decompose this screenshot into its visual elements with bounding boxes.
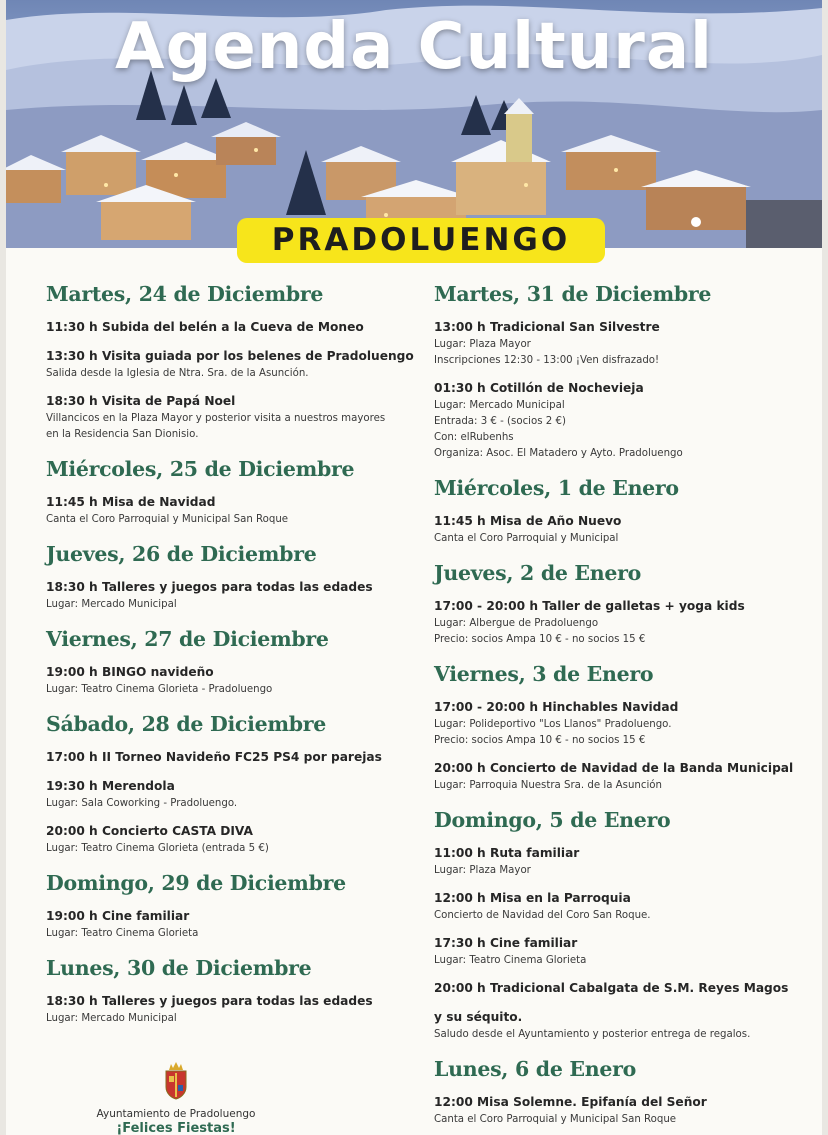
event-detail: Salida desde la Iglesia de Ntra. Sra. de la Asunción.	[46, 368, 309, 379]
event-detail: Canta el Coro Parroquial y Municipal	[434, 533, 619, 544]
footer-wish: ¡Felices Fiestas!	[116, 1121, 236, 1135]
day-heading: Lunes, 6 de Enero	[434, 1057, 636, 1081]
event-item	[46, 347, 416, 382]
event-item	[434, 512, 814, 547]
day-section	[46, 457, 416, 528]
event-title: 19:30 h Merendola	[46, 779, 175, 793]
event-detail: Lugar: Mercado Municipal	[46, 599, 177, 610]
day-section	[434, 808, 814, 1043]
event-item	[46, 392, 416, 443]
event-detail: Con: elRubenhs	[434, 432, 514, 443]
day-heading: Jueves, 26 de Diciembre	[46, 542, 317, 566]
day-section	[434, 561, 814, 648]
event-item	[434, 759, 814, 794]
day-heading: Viernes, 3 de Enero	[434, 662, 654, 686]
event-item	[434, 979, 814, 998]
event-title: 17:00 - 20:00 h Hinchables Navidad	[434, 700, 679, 714]
snowy-town-photo	[6, 0, 822, 248]
event-detail: Lugar: Plaza Mayor	[434, 339, 531, 350]
event-title: 17:30 h Cine familiar	[434, 936, 578, 950]
day-heading: Miércoles, 1 de Enero	[434, 476, 679, 500]
day-section	[46, 282, 416, 443]
event-title: 20:00 h Concierto CASTA DIVA	[46, 824, 253, 838]
event-title: 19:00 h Cine familiar	[46, 909, 190, 923]
event-detail: Lugar: Teatro Cinema Glorieta	[46, 928, 199, 939]
day-section	[46, 956, 416, 1027]
event-title: 12:00 Misa Solemne. Epifanía del Señor	[434, 1095, 707, 1109]
day-heading: Domingo, 29 de Diciembre	[46, 871, 346, 895]
day-section	[46, 712, 416, 857]
event-detail: Villancicos en la Plaza Mayor y posterior visita a nuestros mayores	[46, 413, 386, 424]
footer	[86, 1060, 266, 1135]
event-detail: Precio: socios Ampa 10 € - no socios 15 €	[434, 735, 646, 746]
footer-organization: Ayuntamiento de Pradoluengo	[96, 1108, 256, 1120]
event-item	[46, 907, 416, 942]
day-section	[46, 542, 416, 613]
event-detail: Lugar: Mercado Municipal	[434, 400, 565, 411]
right-column	[434, 282, 814, 1135]
event-item	[434, 1093, 814, 1128]
event-detail: Lugar: Teatro Cinema Glorieta	[434, 955, 587, 966]
event-detail: Canta el Coro Parroquial y Municipal San Roque	[46, 514, 289, 525]
left-column	[46, 282, 416, 1041]
event-title: 11:45 h Misa de Navidad	[46, 495, 216, 509]
day-section	[434, 1057, 814, 1128]
event-item	[46, 777, 416, 812]
event-item	[46, 578, 416, 613]
event-detail: Organiza: Asoc. El Matadero y Ayto. Pradoluengo	[434, 448, 683, 459]
event-item	[46, 493, 416, 528]
event-detail: Precio: socios Ampa 10 € - no socios 15 €	[434, 634, 646, 645]
day-section	[46, 871, 416, 942]
event-detail: Lugar: Polideportivo "Los Llanos" Pradoluengo.	[434, 719, 672, 730]
event-item	[46, 663, 416, 698]
poster	[6, 0, 822, 1135]
event-item	[46, 992, 416, 1027]
event-item	[434, 597, 814, 648]
coat-of-arms-icon	[163, 1060, 189, 1100]
event-title: y su séquito.	[434, 1010, 523, 1024]
day-heading: Jueves, 2 de Enero	[434, 561, 641, 585]
event-item	[434, 934, 814, 969]
event-detail: Lugar: Parroquia Nuestra Sra. de la Asunción	[434, 780, 662, 791]
event-detail: Lugar: Albergue de Pradoluengo	[434, 618, 599, 629]
event-item	[434, 318, 814, 369]
event-title: 13:00 h Tradicional San Silvestre	[434, 320, 660, 334]
event-detail: Concierto de Navidad del Coro San Roque.	[434, 910, 651, 921]
event-item	[46, 822, 416, 857]
day-section	[434, 476, 814, 547]
event-detail: Lugar: Teatro Cinema Glorieta (entrada 5 €)	[46, 843, 269, 854]
event-detail: Lugar: Sala Coworking - Pradoluengo.	[46, 798, 238, 809]
event-detail: Lugar: Teatro Cinema Glorieta - Pradoluengo	[46, 684, 273, 695]
event-item	[434, 844, 814, 879]
event-title: 11:30 h Subida del belén a la Cueva de Moneo	[46, 320, 364, 334]
event-item	[434, 889, 814, 924]
event-title: 18:30 h Talleres y juegos para todas las edades	[46, 994, 373, 1008]
day-heading: Martes, 31 de Diciembre	[434, 282, 712, 306]
event-title: 13:30 h Visita guiada por los belenes de Pradoluengo	[46, 349, 414, 363]
event-item	[46, 748, 416, 767]
day-section	[434, 662, 814, 794]
town-badge: PRADOLUENGO	[237, 218, 605, 263]
event-title: 18:30 h Talleres y juegos para todas las edades	[46, 580, 373, 594]
event-item	[434, 698, 814, 749]
page-title: Agenda Cultural	[115, 10, 713, 84]
day-heading: Miércoles, 25 de Diciembre	[46, 457, 355, 481]
event-item	[46, 318, 416, 337]
day-heading: Sábado, 28 de Diciembre	[46, 712, 327, 736]
event-title: 17:00 - 20:00 h Taller de galletas + yoga kids	[434, 599, 745, 613]
event-title: 19:00 h BINGO navideño	[46, 665, 214, 679]
event-detail: Lugar: Plaza Mayor	[434, 865, 531, 876]
event-title: 11:00 h Ruta familiar	[434, 846, 580, 860]
event-detail: en la Residencia San Dionisio.	[46, 429, 199, 440]
event-title: 12:00 h Misa en la Parroquia	[434, 891, 631, 905]
event-title: 20:00 h Concierto de Navidad de la Banda Municipal	[434, 761, 794, 775]
event-title: 18:30 h Visita de Papá Noel	[46, 394, 236, 408]
event-item	[434, 379, 814, 462]
day-section	[46, 627, 416, 698]
event-detail: Saludo desde el Ayuntamiento y posterior entrega de regalos.	[434, 1029, 751, 1040]
event-title: 01:30 h Cotillón de Nochevieja	[434, 381, 644, 395]
event-title: 17:00 h II Torneo Navideño FC25 PS4 por parejas	[46, 750, 382, 764]
day-heading: Lunes, 30 de Diciembre	[46, 956, 312, 980]
event-detail: Canta el Coro Parroquial y Municipal San Roque	[434, 1114, 677, 1125]
day-section	[434, 282, 814, 462]
event-title: 11:45 h Misa de Año Nuevo	[434, 514, 622, 528]
day-heading: Domingo, 5 de Enero	[434, 808, 671, 832]
event-detail: Lugar: Mercado Municipal	[46, 1013, 177, 1024]
event-item	[434, 1008, 814, 1043]
event-detail: Entrada: 3 € - (socios 2 €)	[434, 416, 566, 427]
event-title: 20:00 h Tradicional Cabalgata de S.M. Reyes Magos	[434, 981, 789, 995]
event-detail: Inscripciones 12:30 - 13:00 ¡Ven disfrazado!	[434, 355, 660, 366]
day-heading: Viernes, 27 de Diciembre	[46, 627, 329, 651]
day-heading: Martes, 24 de Diciembre	[46, 282, 324, 306]
